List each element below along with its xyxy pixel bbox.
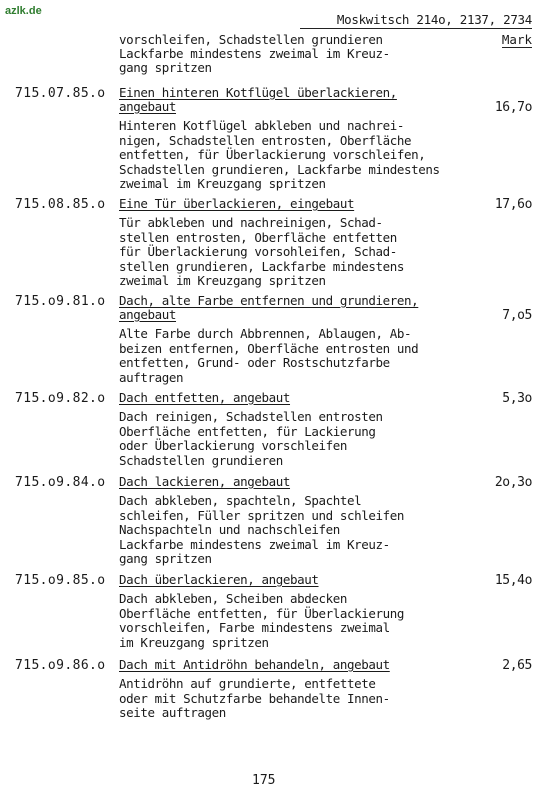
item-price: 15,4o <box>494 573 532 588</box>
item-price: 16,7o <box>494 100 532 115</box>
item-price: 5,3o <box>502 391 532 406</box>
description-line: nigen, Schadstellen entrosten, Oberfläche <box>119 132 412 148</box>
description-line: oder Überlackierung vorschleifen <box>119 438 348 453</box>
description-line: gang spritzen <box>119 551 212 566</box>
description-line: Antidröhn auf grundierte, entfettete <box>119 676 376 691</box>
description-line: seite auftragen <box>119 705 226 720</box>
description-line: auftragen <box>119 369 184 385</box>
description-line: vorschleifen, Farbe mindestens zweimal <box>119 620 390 635</box>
item-price: 2o,3o <box>494 475 532 490</box>
item-title <box>119 475 454 489</box>
continued-description <box>119 33 449 75</box>
title-line: Dach überlackieren, angebaut <box>119 572 319 587</box>
description-line: stellen grundieren, Lackfarbe mindestens <box>119 258 405 274</box>
currency-column-label: Mark <box>501 32 532 47</box>
description-line: zweimal im Kreuzgang spritzen <box>119 273 326 288</box>
item-title <box>119 197 454 211</box>
description-line: gang spritzen <box>119 60 212 75</box>
item-title <box>119 573 454 587</box>
description-line: Hinteren Kotflügel abkleben und nachrei- <box>119 118 405 133</box>
description-line: Tür abkleben und nachreinigen, Schad- <box>119 215 383 230</box>
description-line: Lackfarbe mindestens zweimal im Kreuz- <box>119 536 390 552</box>
title-line: Einen hinteren Kotflügel überlackieren, <box>119 85 397 100</box>
description-line: Dach reinigen, Schadstellen entrosten <box>119 409 383 424</box>
description-line: oder mit Schutzfarbe behandelte Innen- <box>119 690 390 706</box>
page-number: 175 <box>252 773 276 788</box>
item-description <box>119 410 454 468</box>
item-code: 715.o9.86.o <box>15 658 106 673</box>
description-line: Oberfläche entfetten, für Lackierung <box>119 423 376 439</box>
description-line: Lackfarbe mindestens zweimal im Kreuz- <box>119 46 390 61</box>
title-line: Dach lackieren, angebaut <box>119 474 291 489</box>
item-code: 715.o9.81.o <box>15 294 106 309</box>
item-description <box>119 494 454 567</box>
title-line: Eine Tür überlackieren, eingebaut <box>119 196 355 211</box>
description-line: Dach abkleben, spachteln, Spachtel <box>119 493 362 508</box>
description-line: Nachspachteln und nachschleifen <box>119 522 340 537</box>
item-description <box>119 216 454 289</box>
description-line: beizen entfernen, Oberfläche entrosten und <box>119 340 419 356</box>
item-price: 2,65 <box>502 658 532 673</box>
description-line: stellen entrosten, Oberfläche entfetten <box>119 229 397 245</box>
description-line: Schadstellen grundieren, Lackfarbe mindestens <box>119 161 440 177</box>
description-line: vorschleifen, Schadstellen grundieren <box>119 32 383 47</box>
description-line: Alte Farbe durch Abbrennen, Ablaugen, Ab- <box>119 326 412 341</box>
description-line: Schadstellen grundieren <box>119 452 283 468</box>
description-line: schleifen, Füller spritzen und schleifen <box>119 507 405 523</box>
description-line: im Kreuzgang spritzen <box>119 634 269 650</box>
title-line: Dach, alte Farbe entfernen und grundieren, <box>119 293 419 308</box>
title-line: angebaut <box>119 307 177 322</box>
description-line: für Überlackierung vorsohleifen, Schad- <box>119 244 397 259</box>
description-line: entfetten, für Überlackierung vorschleifen, <box>119 147 426 162</box>
item-code: 715.o9.85.o <box>15 573 106 588</box>
page-header: Moskwitsch 214o, 2137, 2734 <box>300 12 532 29</box>
item-code: 715.08.85.o <box>15 197 106 212</box>
item-description <box>119 677 454 721</box>
item-title <box>119 86 454 114</box>
item-code: 715.o9.82.o <box>15 391 106 406</box>
item-code: 715.o9.84.o <box>15 475 106 490</box>
description-line: entfetten, Grund- oder Rostschutzfarbe <box>119 355 390 370</box>
item-price: 17,6o <box>494 197 532 212</box>
item-title <box>119 658 454 672</box>
item-code: 715.07.85.o <box>15 86 106 101</box>
title-line: Dach mit Antidröhn behandeln, angebaut <box>119 657 390 672</box>
item-title <box>119 294 454 322</box>
item-description <box>119 592 454 650</box>
item-title <box>119 391 454 405</box>
item-description <box>119 327 454 385</box>
description-line: Oberfläche entfetten, für Überlackierung <box>119 605 405 621</box>
item-price: 7,o5 <box>502 308 532 323</box>
item-description <box>119 119 454 192</box>
watermark: azlk.de <box>5 5 42 17</box>
title-line: Dach entfetten, angebaut <box>119 390 291 405</box>
description-line: zweimal im Kreuzgang spritzen <box>119 176 326 191</box>
title-line: angebaut <box>119 99 177 114</box>
description-line: Dach abkleben, Scheiben abdecken <box>119 591 348 606</box>
